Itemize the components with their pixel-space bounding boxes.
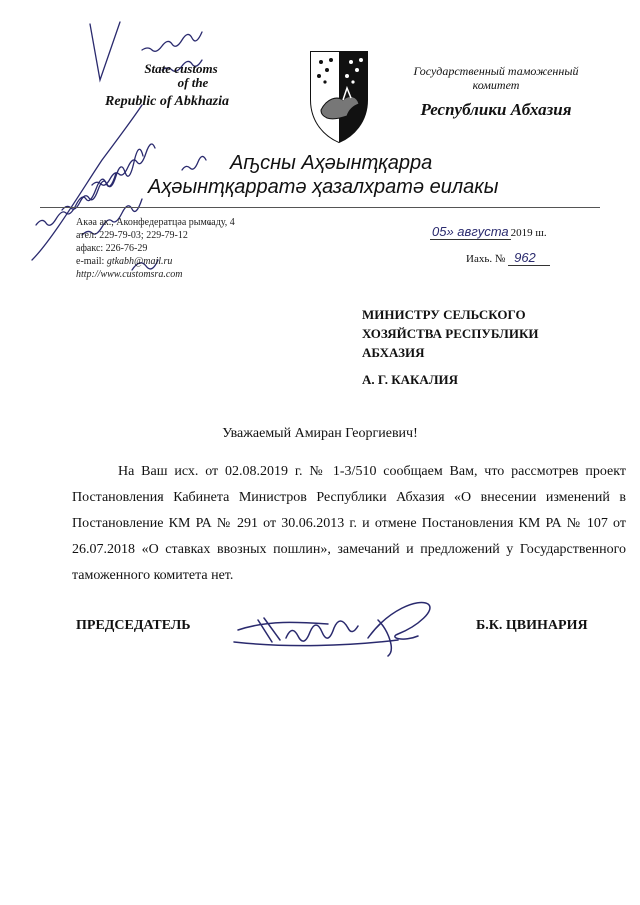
contact-fax: афакс: 226-76-29 [76,243,148,254]
header-english-line3: Republic of Abkhazia [105,94,229,109]
header-russian [398,64,594,120]
addressee-line3: АБХАЗИЯ [362,345,425,360]
header-russian-line3: Республики Абхазия [420,100,572,119]
contact-phone: ател: 229-79-03; 229-79-12 [76,230,188,241]
contact-website: http://www.customsra.com [76,269,183,280]
outgoing-number-label: Иахь. № [466,253,506,265]
header-english-line2: of the [177,75,209,90]
outgoing-number: 962 [508,250,550,266]
outgoing-number-line [466,250,550,265]
letter-greeting: Уважаемый Амиран Георгиевич! [222,426,418,441]
signer-name: Б.К. ЦВИНАРИЯ [476,618,588,633]
header-abkhaz-line2: Аҳәынҭқарратә ҳазалхратә еилакы [148,176,499,198]
letter-body: На Ваш исх. от 02.08.2019 г. № 1-3/510 сообщаем Вам, что рассмотрев проект Постановления Кабинета Министров Республики Абхазия «О внесении изменений в Постановление КМ РА № 291 от 30.06.2013 г. и отмене Постановления КМ РА № 107 от 26.07.2018 «О ставках ввозных пошлин», замечаний и предложений у Государственного таможенного комитета нет. [72,464,626,583]
contact-block [76,216,235,281]
addressee-line2: ХОЗЯЙСТВА РЕСПУБЛИКИ [362,326,539,341]
handwritten-date: 05» августа [432,224,509,239]
handwritten-signature [228,590,448,660]
header-russian-line1: Государственный таможенный [413,64,579,78]
date-year: 2019 ш. [510,227,547,239]
header-russian-line2: комитет [472,78,520,92]
header-english-line1: State customs [144,61,218,76]
date-line [430,224,547,239]
addressee-name: А. Г. КАКАЛИЯ [362,372,459,387]
abkhazia-emblem [307,48,371,144]
header-english [92,62,242,109]
addressee-block [362,305,539,362]
signature-title: ПРЕДСЕДАТЕЛЬ [76,618,191,633]
contact-email-label: e-mail: [76,256,107,267]
contact-email: gtkabh@mail.ru [106,256,173,267]
contact-address: Акәа ак., Аконфедератцәа рымҩаду, 4 [76,217,235,228]
header-divider [40,207,600,208]
contact-email-row [76,255,235,268]
header-abkhaz-line1: Аҧсны Аҳәынҭқарра [230,152,433,174]
addressee-line1: МИНИСТРУ СЕЛЬСКОГО [362,307,526,322]
